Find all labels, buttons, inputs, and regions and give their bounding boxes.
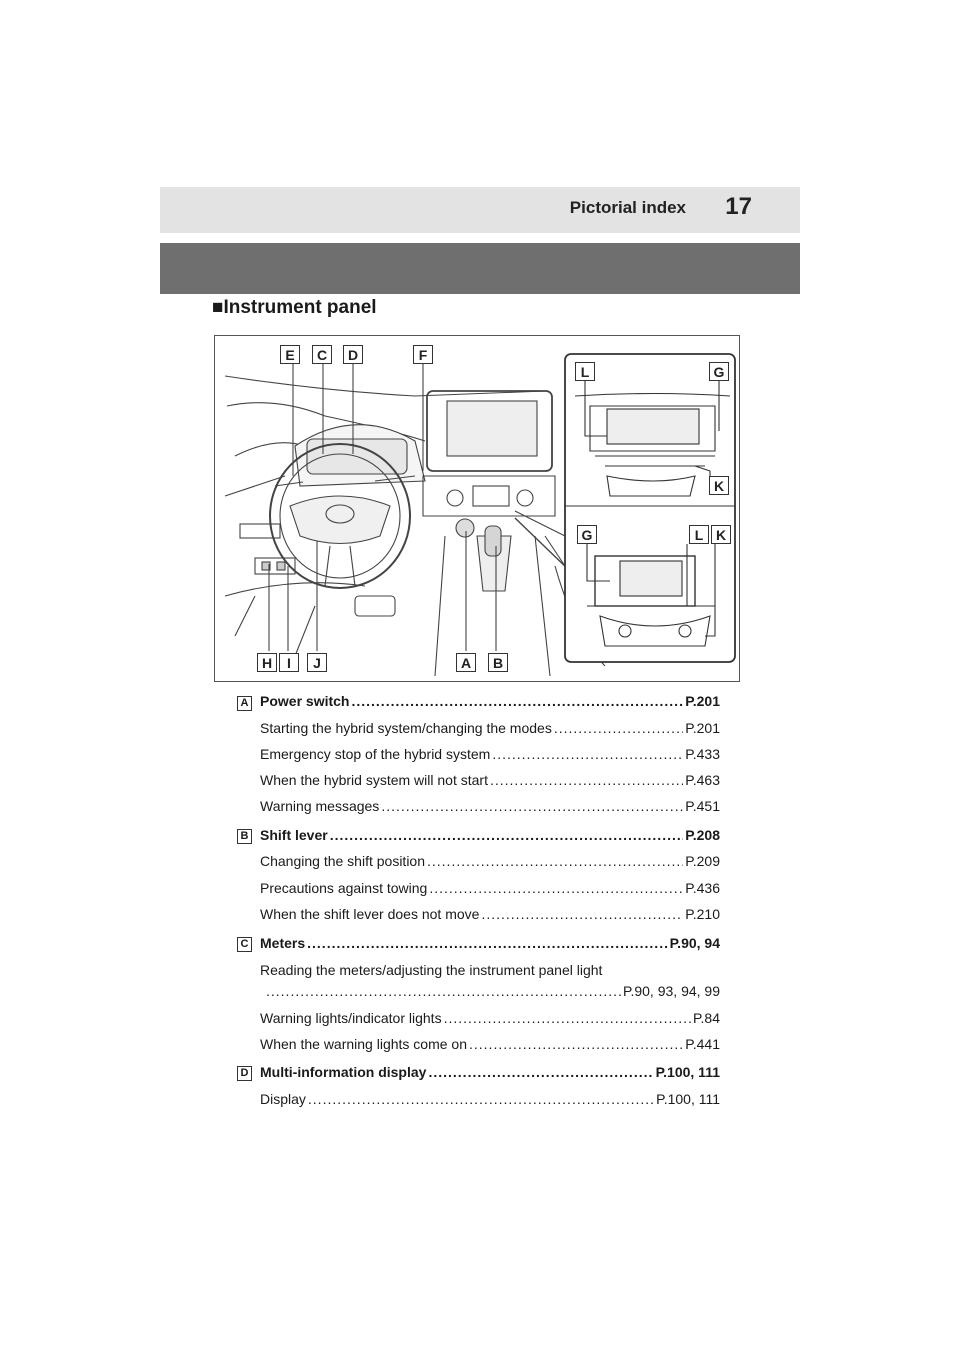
sub-entry: When the shift lever does not move ..... P.210	[260, 906, 720, 922]
page-number: 17	[725, 193, 752, 220]
sub-entry: Emergency stop of the hybrid system ..... P.433	[260, 746, 720, 762]
callout-f: F	[413, 345, 433, 364]
sub-entry: Warning lights/indicator lights ..... P.84	[260, 1010, 720, 1026]
callout-inset2-g: G	[577, 525, 597, 544]
callout-inset-k: K	[709, 476, 729, 495]
entry-badge-b: B	[237, 829, 252, 844]
sub-entry: Warning messages ..... P.451	[260, 798, 720, 814]
sub-entry: Precautions against towing ..... P.436	[260, 880, 720, 896]
section-banner	[160, 243, 800, 294]
callout-inset2-k: K	[711, 525, 731, 544]
callout-e: E	[280, 345, 300, 364]
entry-badge-d: D	[237, 1066, 252, 1081]
section-title: ■Instrument panel	[212, 297, 377, 318]
sub-entry: When the hybrid system will not start ..... P.463	[260, 772, 720, 788]
callout-c: C	[312, 345, 332, 364]
header-title: Pictorial index	[569, 198, 686, 217]
entry-badge-c: C	[237, 937, 252, 952]
callout-d: D	[343, 345, 363, 364]
callout-inset-g: G	[709, 362, 729, 381]
entry-badge-a: A	[237, 696, 252, 711]
callout-i: I	[279, 653, 299, 672]
sub-entry: Starting the hybrid system/changing the modes ..... P.201	[260, 720, 720, 736]
sub-entry: When the warning lights come on ..... P.441	[260, 1036, 720, 1052]
page-header	[160, 187, 800, 233]
sub-entry: ..... P.90, 93, 94, 99	[264, 983, 720, 999]
entry-shift-lever: Shift lever ..... P.208	[260, 827, 720, 843]
dashboard-drawing	[215, 336, 740, 682]
callout-h: H	[257, 653, 277, 672]
callout-inset2-l: L	[689, 525, 709, 544]
sub-entry-text: Reading the meters/adjusting the instrument panel light	[260, 962, 603, 978]
sub-entry: Display ..... P.100, 111	[260, 1091, 720, 1107]
entry-power-switch: Power switch ..... P.201	[260, 693, 720, 709]
callout-b: B	[488, 653, 508, 672]
callout-j: J	[307, 653, 327, 672]
entry-multi-information-display: Multi-information display ..... P.100, 111	[260, 1064, 720, 1080]
instrument-panel-illustration	[214, 335, 740, 682]
callout-inset-l: L	[575, 362, 595, 381]
callout-a: A	[456, 653, 476, 672]
sub-entry: Changing the shift position ..... P.209	[260, 853, 720, 869]
entry-meters: Meters ..... P.90, 94	[260, 935, 720, 951]
